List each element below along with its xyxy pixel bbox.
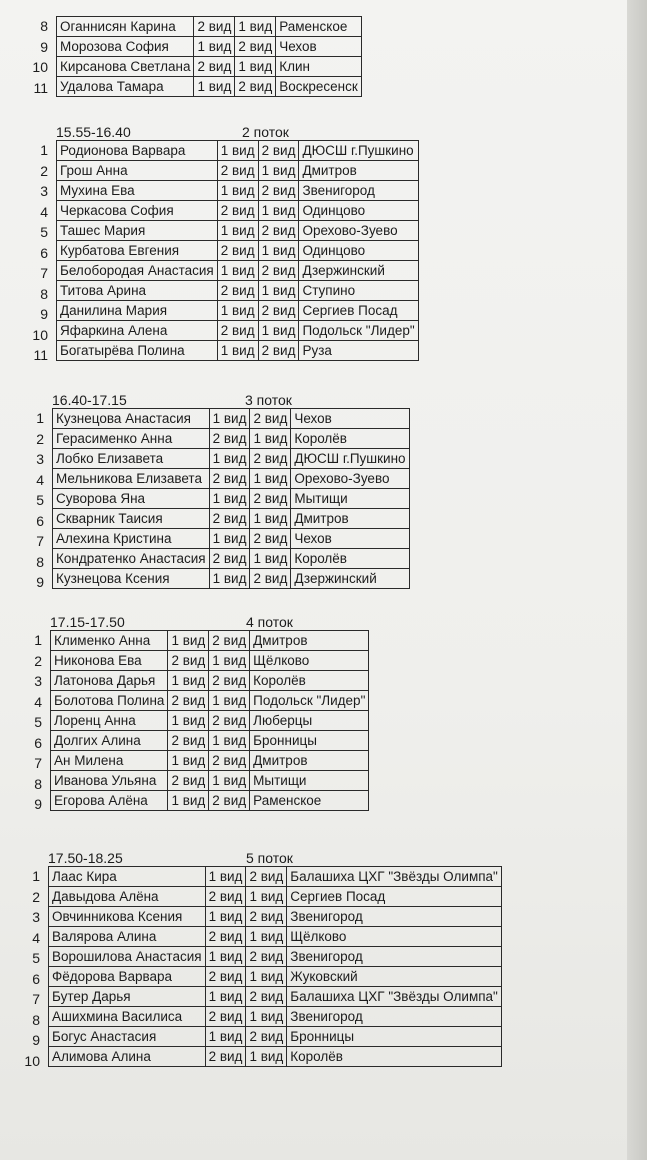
- club-city: Щёлково: [287, 927, 502, 947]
- participants-table: [56, 16, 362, 97]
- row-number-text: 11: [33, 347, 48, 363]
- apparatus-second: 1 вид: [209, 691, 250, 711]
- club-city: Дзержинский: [299, 261, 418, 281]
- apparatus-first: 2 вид: [205, 887, 246, 907]
- table-row: [53, 489, 410, 509]
- stream-flow-label: 3 поток: [245, 392, 292, 408]
- row-number-text: 5: [32, 950, 40, 966]
- row-number-text: 9: [40, 306, 48, 322]
- apparatus-second: 2 вид: [246, 907, 287, 927]
- apparatus-second: 1 вид: [258, 281, 299, 301]
- apparatus-second: 1 вид: [246, 967, 287, 987]
- participant-name: Титова Арина: [57, 281, 218, 301]
- participant-name: Грош Анна: [57, 161, 218, 181]
- apparatus-first: 1 вид: [217, 301, 258, 321]
- apparatus-first: 1 вид: [168, 631, 209, 651]
- participants-table: [56, 140, 419, 361]
- row-number-text: 8: [34, 775, 42, 792]
- apparatus-second: 1 вид: [209, 651, 250, 671]
- apparatus-first: 2 вид: [168, 691, 209, 711]
- apparatus-second: 2 вид: [209, 791, 250, 811]
- apparatus-first: 2 вид: [217, 241, 258, 261]
- apparatus-first: 1 вид: [168, 751, 209, 771]
- participant-name: Кирсанова Светлана: [57, 57, 194, 77]
- club-city: Орехово-Зуево: [291, 469, 409, 489]
- table-row: [49, 947, 502, 967]
- apparatus-second: 2 вид: [258, 221, 299, 241]
- apparatus-first: 1 вид: [217, 181, 258, 201]
- club-city: Дмитров: [299, 161, 418, 181]
- club-city: Чехов: [276, 37, 362, 57]
- apparatus-second: 2 вид: [258, 141, 299, 161]
- table-row: [57, 281, 419, 301]
- row-number-text: 3: [32, 909, 40, 925]
- participant-name: Суворова Яна: [53, 489, 210, 509]
- club-city: Королёв: [287, 1047, 502, 1067]
- participant-name: Алимова Алина: [49, 1047, 206, 1067]
- table-row: [49, 1047, 502, 1067]
- apparatus-first: 2 вид: [217, 201, 258, 221]
- row-number-text: 10: [32, 326, 48, 343]
- participant-name: Лоренц Анна: [51, 711, 168, 731]
- apparatus-second: 1 вид: [246, 1047, 287, 1067]
- stream-header: [48, 850, 348, 866]
- row-number-text: 2: [40, 162, 48, 179]
- participant-name: Богус Анастасия: [49, 1027, 206, 1047]
- apparatus-second: 1 вид: [258, 161, 299, 181]
- apparatus-first: 2 вид: [168, 651, 209, 671]
- apparatus-second: 2 вид: [258, 341, 299, 361]
- club-city: Балашиха ЦХГ "Звёзды Олимпа": [287, 867, 502, 887]
- club-city: Дмитров: [250, 751, 369, 771]
- apparatus-first: 2 вид: [205, 927, 246, 947]
- row-number-text: 5: [34, 714, 42, 730]
- apparatus-second: 2 вид: [209, 631, 250, 651]
- club-city: Одинцово: [299, 201, 418, 221]
- row-number-text: 5: [40, 224, 48, 240]
- row-number-text: 2: [34, 652, 42, 669]
- table-row: [57, 201, 419, 221]
- apparatus-first: 1 вид: [217, 141, 258, 161]
- apparatus-second: 2 вид: [235, 37, 276, 57]
- apparatus-second: 1 вид: [246, 1007, 287, 1027]
- table-row: [53, 469, 410, 489]
- apparatus-first: 2 вид: [209, 509, 250, 529]
- row-number-text: 1: [40, 142, 48, 158]
- club-city: Сергиев Посад: [299, 301, 418, 321]
- participant-name: Кузнецова Ксения: [53, 569, 210, 589]
- participant-name: Бутер Дарья: [49, 987, 206, 1007]
- participant-name: Мухина Ева: [57, 181, 218, 201]
- participant-name: Яфаркина Алена: [57, 321, 218, 341]
- apparatus-first: 1 вид: [168, 711, 209, 731]
- apparatus-second: 2 вид: [250, 409, 291, 429]
- club-city: Сергиев Посад: [287, 887, 502, 907]
- club-city: Дмитров: [291, 509, 409, 529]
- participant-name: Курбатова Евгения: [57, 241, 218, 261]
- club-city: Королёв: [291, 429, 409, 449]
- apparatus-first: 1 вид: [194, 77, 235, 97]
- apparatus-first: 2 вид: [205, 1007, 246, 1027]
- table-row: [51, 711, 369, 731]
- participant-name: Фёдорова Варвара: [49, 967, 206, 987]
- apparatus-second: 1 вид: [235, 57, 276, 77]
- apparatus-first: 2 вид: [205, 1047, 246, 1067]
- apparatus-first: 1 вид: [205, 1027, 246, 1047]
- club-city: Одинцово: [299, 241, 418, 261]
- club-city: ДЮСШ г.Пушкино: [291, 449, 409, 469]
- apparatus-first: 1 вид: [205, 907, 246, 927]
- apparatus-first: 1 вид: [205, 947, 246, 967]
- club-city: Щёлково: [250, 651, 369, 671]
- table-row: [53, 449, 410, 469]
- participant-name: Латонова Дарья: [51, 671, 168, 691]
- apparatus-second: 1 вид: [235, 17, 276, 37]
- apparatus-second: 2 вид: [258, 301, 299, 321]
- paper-edge-shadow: [627, 0, 647, 1160]
- participants-table: [52, 408, 410, 589]
- apparatus-second: 1 вид: [250, 549, 291, 569]
- row-number-text: 1: [32, 868, 40, 884]
- apparatus-second: 1 вид: [258, 321, 299, 341]
- apparatus-second: 2 вид: [235, 77, 276, 97]
- table-row: [53, 429, 410, 449]
- participant-name: Лаас Кира: [49, 867, 206, 887]
- row-number-text: 9: [32, 1032, 40, 1048]
- apparatus-second: 1 вид: [246, 927, 287, 947]
- table-row: [51, 771, 369, 791]
- apparatus-second: 1 вид: [209, 731, 250, 751]
- table-row: [49, 867, 502, 887]
- participant-name: Валярова Алина: [49, 927, 206, 947]
- participant-name: Белобородая Анастасия: [57, 261, 218, 281]
- row-number-text: 10: [32, 59, 48, 75]
- table-row: [57, 301, 419, 321]
- apparatus-first: 1 вид: [217, 221, 258, 241]
- club-city: Воскресенск: [276, 77, 362, 97]
- club-city: Звенигород: [287, 907, 502, 927]
- participant-name: Лобко Елизавета: [53, 449, 210, 469]
- table-row: [57, 341, 419, 361]
- stream-flow-label: 4 поток: [246, 614, 293, 630]
- apparatus-first: 2 вид: [168, 731, 209, 751]
- club-city: Руза: [299, 341, 418, 361]
- table-row: [57, 57, 362, 77]
- table-row: [51, 631, 369, 651]
- apparatus-first: 1 вид: [168, 791, 209, 811]
- row-number-text: 8: [40, 285, 48, 302]
- table-row: [49, 967, 502, 987]
- apparatus-first: 2 вид: [205, 967, 246, 987]
- participant-name: Мельникова Елизавета: [53, 469, 210, 489]
- club-city: Чехов: [291, 409, 409, 429]
- apparatus-first: 1 вид: [168, 671, 209, 691]
- apparatus-first: 1 вид: [217, 261, 258, 281]
- apparatus-second: 1 вид: [246, 887, 287, 907]
- row-number-text: 4: [34, 693, 42, 710]
- participant-name: Оганнисян Карина: [57, 17, 194, 37]
- apparatus-first: 1 вид: [209, 569, 250, 589]
- table-row: [57, 141, 419, 161]
- row-number-text: 8: [40, 18, 48, 34]
- participant-name: Клименко Анна: [51, 631, 168, 651]
- table-row: [51, 671, 369, 691]
- participant-name: Никонова Ева: [51, 651, 168, 671]
- stream-flow-label: 5 поток: [246, 850, 293, 866]
- stream-time: 17.15-17.50: [50, 614, 125, 630]
- apparatus-first: 2 вид: [217, 321, 258, 341]
- stream-time: 17.50-18.25: [48, 850, 123, 866]
- table-row: [57, 77, 362, 97]
- participant-name: Герасименко Анна: [53, 429, 210, 449]
- table-row: [57, 161, 419, 181]
- participant-name: Богатырёва Полина: [57, 341, 218, 361]
- participant-name: Родионова Варвара: [57, 141, 218, 161]
- apparatus-first: 1 вид: [209, 409, 250, 429]
- table-row: [57, 181, 419, 201]
- apparatus-second: 2 вид: [250, 489, 291, 509]
- apparatus-second: 2 вид: [246, 947, 287, 967]
- participant-name: Ан Милена: [51, 751, 168, 771]
- row-number-text: 9: [40, 38, 48, 55]
- apparatus-first: 1 вид: [209, 449, 250, 469]
- club-city: Звенигород: [287, 1007, 502, 1027]
- table-row: [57, 17, 362, 37]
- table-row: [57, 37, 362, 57]
- table-row: [53, 509, 410, 529]
- club-city: Дмитров: [250, 631, 369, 651]
- stream-time: 15.55-16.40: [56, 124, 131, 140]
- row-number-text: 6: [40, 244, 48, 261]
- club-city: Мытищи: [291, 489, 409, 509]
- participant-name: Долгих Алина: [51, 731, 168, 751]
- apparatus-second: 2 вид: [246, 987, 287, 1007]
- apparatus-second: 2 вид: [258, 181, 299, 201]
- apparatus-second: 2 вид: [250, 529, 291, 549]
- club-city: Люберцы: [250, 711, 369, 731]
- row-number-text: 11: [33, 79, 48, 96]
- apparatus-second: 2 вид: [209, 711, 250, 731]
- apparatus-second: 2 вид: [246, 1027, 287, 1047]
- row-number-text: 8: [36, 553, 44, 570]
- row-number-text: 7: [34, 755, 42, 771]
- apparatus-first: 1 вид: [194, 37, 235, 57]
- row-number-text: 6: [32, 970, 40, 987]
- apparatus-first: 1 вид: [205, 987, 246, 1007]
- club-city: Бронницы: [250, 731, 369, 751]
- stream-header: [52, 392, 352, 408]
- apparatus-first: 1 вид: [209, 489, 250, 509]
- apparatus-first: 2 вид: [194, 17, 235, 37]
- row-number-text: 4: [32, 929, 40, 946]
- club-city: Раменское: [250, 791, 369, 811]
- table-row: [49, 1007, 502, 1027]
- row-number-text: 2: [32, 888, 40, 905]
- table-row: [51, 651, 369, 671]
- club-city: Подольск "Лидер": [250, 691, 369, 711]
- club-city: Раменское: [276, 17, 362, 37]
- apparatus-second: 2 вид: [209, 751, 250, 771]
- participant-name: Давыдова Алёна: [49, 887, 206, 907]
- participant-name: Болотова Полина: [51, 691, 168, 711]
- apparatus-second: 1 вид: [250, 509, 291, 529]
- club-city: Ступино: [299, 281, 418, 301]
- table-row: [49, 907, 502, 927]
- apparatus-first: 1 вид: [209, 529, 250, 549]
- apparatus-second: 2 вид: [258, 261, 299, 281]
- row-number-text: 6: [34, 734, 42, 751]
- table-row: [57, 261, 419, 281]
- club-city: ДЮСШ г.Пушкино: [299, 141, 418, 161]
- table-row: [57, 221, 419, 241]
- club-city: Королёв: [250, 671, 369, 691]
- row-number-text: 7: [40, 265, 48, 281]
- table-row: [53, 569, 410, 589]
- club-city: Орехово-Зуево: [299, 221, 418, 241]
- apparatus-first: 2 вид: [194, 57, 235, 77]
- apparatus-first: 2 вид: [209, 549, 250, 569]
- participants-table: [48, 866, 502, 1067]
- participant-name: Ташес Мария: [57, 221, 218, 241]
- participant-name: Кузнецова Анастасия: [53, 409, 210, 429]
- apparatus-first: 2 вид: [168, 771, 209, 791]
- participants-table: [50, 630, 369, 811]
- participant-name: Овчинникова Ксения: [49, 907, 206, 927]
- row-number-text: 3: [36, 451, 44, 467]
- table-row: [51, 691, 369, 711]
- stream-flow-label: 2 поток: [242, 124, 289, 140]
- apparatus-first: 2 вид: [217, 281, 258, 301]
- table-row: [53, 549, 410, 569]
- apparatus-second: 1 вид: [250, 469, 291, 489]
- stream-header: [56, 124, 356, 140]
- club-city: Бронницы: [287, 1027, 502, 1047]
- stream-time: 16.40-17.15: [52, 392, 127, 408]
- club-city: Королёв: [291, 549, 409, 569]
- apparatus-first: 2 вид: [209, 469, 250, 489]
- table-row: [57, 241, 419, 261]
- apparatus-first: 1 вид: [217, 341, 258, 361]
- table-row: [49, 927, 502, 947]
- apparatus-first: 2 вид: [209, 429, 250, 449]
- club-city: Подольск "Лидер": [299, 321, 418, 341]
- apparatus-second: 1 вид: [258, 201, 299, 221]
- apparatus-first: 1 вид: [205, 867, 246, 887]
- participant-name: Алехина Кристина: [53, 529, 210, 549]
- participant-name: Иванова Ульяна: [51, 771, 168, 791]
- table-row: [51, 731, 369, 751]
- apparatus-second: 2 вид: [250, 569, 291, 589]
- club-city: Жуковский: [287, 967, 502, 987]
- row-number-text: 10: [24, 1052, 40, 1069]
- row-number-text: 1: [34, 632, 42, 648]
- participant-name: Морозова София: [57, 37, 194, 57]
- table-row: [53, 409, 410, 429]
- apparatus-second: 2 вид: [246, 867, 287, 887]
- participant-name: Ашихмина Василиса: [49, 1007, 206, 1027]
- apparatus-second: 1 вид: [209, 771, 250, 791]
- participant-name: Ворошилова Анастасия: [49, 947, 206, 967]
- club-city: Звенигород: [299, 181, 418, 201]
- apparatus-second: 1 вид: [258, 241, 299, 261]
- participant-name: Егорова Алёна: [51, 791, 168, 811]
- apparatus-second: 2 вид: [250, 449, 291, 469]
- row-number-text: 1: [36, 410, 44, 426]
- row-number-text: 3: [34, 673, 42, 689]
- club-city: Чехов: [291, 529, 409, 549]
- table-row: [49, 887, 502, 907]
- participant-name: Кондратенко Анастасия: [53, 549, 210, 569]
- row-number-text: 9: [34, 796, 42, 812]
- club-city: Звенигород: [287, 947, 502, 967]
- row-number-text: 4: [36, 471, 44, 488]
- participant-name: Скварник Таисия: [53, 509, 210, 529]
- row-number-text: 6: [36, 512, 44, 529]
- club-city: Клин: [276, 57, 362, 77]
- row-number-text: 7: [36, 533, 44, 549]
- row-number-text: 4: [40, 203, 48, 220]
- table-row: [53, 529, 410, 549]
- table-row: [51, 751, 369, 771]
- club-city: Мытищи: [250, 771, 369, 791]
- row-number-text: 5: [36, 492, 44, 508]
- apparatus-second: 1 вид: [250, 429, 291, 449]
- stream-header: [50, 614, 350, 630]
- apparatus-second: 2 вид: [209, 671, 250, 691]
- club-city: Дзержинский: [291, 569, 409, 589]
- table-row: [51, 791, 369, 811]
- row-number-text: 3: [40, 183, 48, 199]
- club-city: Балашиха ЦХГ "Звёзды Олимпа": [287, 987, 502, 1007]
- row-number-text: 9: [36, 574, 44, 590]
- row-number-text: 8: [32, 1011, 40, 1028]
- table-row: [49, 1027, 502, 1047]
- table-row: [49, 987, 502, 1007]
- row-number-text: 2: [36, 430, 44, 447]
- row-number-text: 7: [32, 991, 40, 1007]
- apparatus-first: 2 вид: [217, 161, 258, 181]
- participant-name: Черкасова София: [57, 201, 218, 221]
- participant-name: Данилина Мария: [57, 301, 218, 321]
- participant-name: Удалова Тамара: [57, 77, 194, 97]
- table-row: [57, 321, 419, 341]
